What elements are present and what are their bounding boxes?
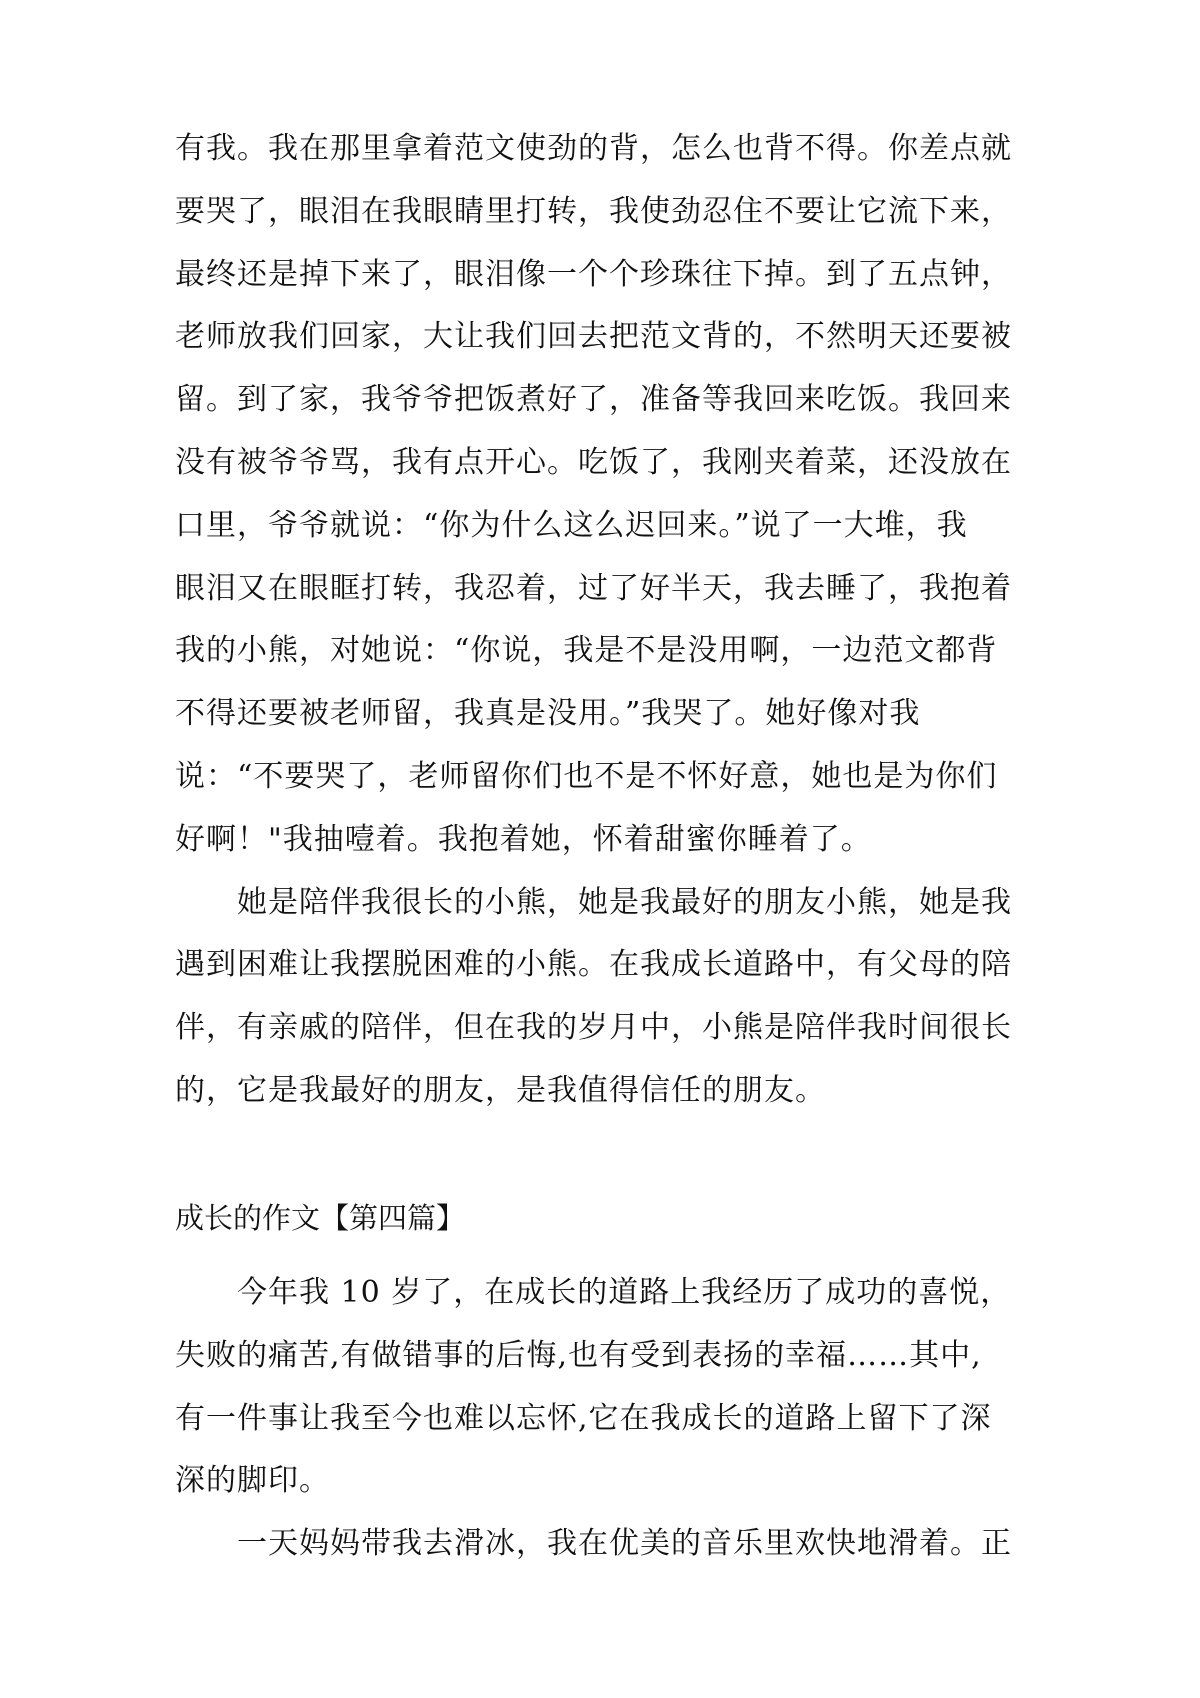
- text-line: 眼泪又在眼眶打转，我忍着，过了好半天，我去睡了，我抱着: [175, 570, 1012, 606]
- essay-continuation: [175, 118, 1035, 1123]
- text-line: 口里，爷爷就说：“你为什么这么迟回来。”说了一大堆，我: [175, 507, 968, 543]
- section-heading: 成长的作文【第四篇】: [175, 1201, 466, 1235]
- text-line: 最终还是掉下来了，眼泪像一个个珍珠往下掉。到了五点钟，: [175, 256, 1012, 292]
- text-line: 留。到了家，我爷爷把饭煮好了，准备等我回来吃饭。我回来: [175, 382, 1012, 418]
- text-line: 好啊！"我抽噎着。我抱着她，怀着甜蜜你睡着了。: [175, 821, 872, 857]
- text-line: 我的小熊，对她说：“你说，我是不是没用啊，一边范文都背: [175, 633, 998, 669]
- text-line: 要哭了，眼泪在我眼睛里打转，我使劲忍住不要让它流下来，: [175, 193, 1012, 229]
- text-line: 一天妈妈带我去滑冰，我在优美的音乐里欢快地滑着。正: [175, 1526, 1012, 1562]
- text-line: 老师放我们回家，大让我们回去把范文背的，不然明天还要被: [175, 319, 1012, 355]
- text-line: 伴，有亲戚的陪伴，但在我的岁月中，小熊是陪伴我时间很长: [175, 1010, 1012, 1046]
- text-line: 没有被爷爷骂，我有点开心。吃饭了，我刚夹着菜，还没放在: [175, 444, 1012, 480]
- text-line: 说：“不要哭了，老师留你们也不是不怀好意，她也是为你们: [175, 758, 998, 794]
- text-line: 她是陪伴我很长的小熊，她是我最好的朋友小熊，她是我: [175, 884, 1012, 920]
- essay-section-four: [175, 1262, 1035, 1576]
- text-line: 深的脚印。: [175, 1463, 330, 1499]
- text-line: 的，它是我最好的朋友，是我值得信任的朋友。: [175, 1072, 826, 1108]
- text-line: 遇到困难让我摆脱困难的小熊。在我成长道路中，有父母的陪: [175, 947, 1012, 983]
- text-line: 不得还要被老师留，我真是没用。”我哭了。她好像对我: [175, 696, 921, 732]
- text-line: 有我。我在那里拿着范文使劲的背，怎么也背不得。你差点就: [175, 131, 1012, 166]
- text-line: 有一件事让我至今也难以忘怀,它在我成长的道路上留下了深: [175, 1400, 992, 1436]
- text-line: 今年我 10 岁了，在成长的道路上我经历了成功的喜悦，: [175, 1275, 1012, 1310]
- text-line: 失败的痛苦,有做错事的后悔,也有受到表扬的幸福……其中,: [175, 1337, 982, 1373]
